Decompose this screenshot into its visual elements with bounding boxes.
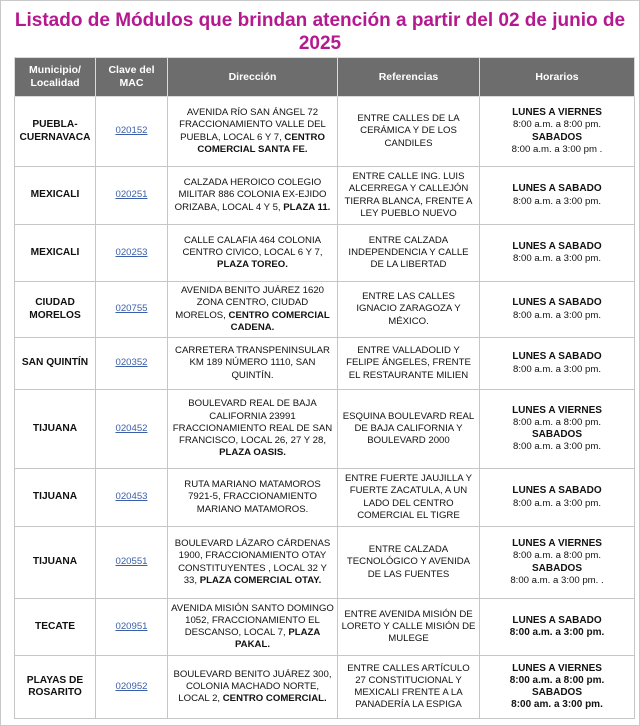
schedule-line: 8:00 a.m. a 8:00 pm. [513, 416, 601, 428]
direccion-text: CARRETERA TRANSPENINSULAR KM 189 NÚMERO 1110, SAN QUINTÍN. [175, 345, 330, 381]
horario-cell [480, 282, 635, 338]
schedule-line: LUNES A SABADO [512, 351, 602, 363]
header-municipio: Municipio/ Localidad [15, 58, 96, 97]
table-row [15, 656, 635, 719]
clave-cell [96, 97, 168, 167]
clave-cell [96, 469, 168, 527]
clave-link[interactable]: 020952 [115, 680, 148, 692]
direccion-cell [168, 282, 338, 338]
municipio-cell: TIJUANA [15, 469, 96, 527]
horario-cell [480, 527, 635, 599]
schedule-line: 8:00 a.m. a 3:00 pm. [513, 253, 601, 264]
horario-cell [480, 167, 635, 225]
direccion-text: BOULEVARD BENITO JUÁREZ 300, COLONIA MACHADO NORTE, LOCAL 2, [173, 668, 332, 705]
clave-cell [96, 390, 168, 469]
schedule-line: SABADOS [531, 687, 582, 698]
clave-link[interactable]: 020253 [115, 246, 148, 258]
table-row [15, 469, 635, 527]
direccion-place: PLAZA TOREO. [217, 259, 288, 271]
table-body [15, 97, 635, 719]
schedule-line: 8:00 am. a 3:00 pm. [511, 699, 603, 711]
schedule-line: 8:00 a.m. a 3:00 pm. [513, 363, 601, 375]
referencias-cell: ENTRE LAS CALLES IGNACIO ZARAGOZA Y MÉXICO. [338, 282, 480, 338]
direccion-place: PLAZA 11. [283, 201, 331, 213]
direccion-place: PLAZA OASIS. [219, 447, 286, 459]
header-direccion: Dirección [168, 58, 338, 97]
clave-cell [96, 338, 168, 390]
direccion-text: CALLE CALAFIA 464 COLONIA CENTRO CIVICO, LOCAL 6 Y 7, [182, 234, 323, 258]
schedule-line: LUNES A SABADO [512, 614, 602, 626]
schedule-line: SABADOS [531, 562, 582, 574]
referencias-cell: ENTRE FUERTE JAUJILLA Y FUERTE ZACATULA, A UN LADO DEL CENTRO COMERCIAL EL TIGRE [338, 469, 480, 527]
municipio-cell: MEXICALI [15, 225, 96, 282]
clave-cell [96, 599, 168, 656]
clave-cell [96, 225, 168, 282]
direccion-text: BOULEVARD REAL DE BAJA CALIFORNIA 23991 FRACCIONAMIENTO REAL DE SAN FRANCISCO, LOCAL 26, 27 Y 28, [172, 398, 333, 447]
horario-cell [480, 97, 635, 167]
schedule-line: 8:00 a.m. a 3:00 pm. [513, 497, 601, 509]
direccion-cell [168, 527, 338, 599]
schedule-line: SABADOS [531, 429, 582, 440]
municipio-cell: CIUDAD MORELOS [15, 282, 96, 338]
direccion-cell [168, 599, 338, 656]
clave-link[interactable]: 020251 [115, 189, 148, 201]
horario-cell [480, 390, 635, 469]
schedule-line: 8:00 a.m. a 3:00 pm. [513, 441, 601, 453]
schedule-line: LUNES A SABADO [512, 183, 602, 195]
referencias-cell: ENTRE CALZADA TECNOLÓGICO Y AVENIDA DE LAS FUENTES [338, 527, 480, 599]
header-horarios: Horarios [480, 58, 635, 97]
direccion-text: AVENIDA BENITO JUÁREZ 1620 ZONA CENTRO, CIUDAD MORELOS, [175, 285, 325, 321]
direccion-text: AVENIDA MISIÓN SANTO DOMINGO 1052, FRACCIONAMIENTO EL DESCANSO, LOCAL 7, [171, 602, 334, 638]
direccion-cell [168, 225, 338, 282]
referencias-cell: ENTRE AVENIDA MISIÓN DE LORETO Y CALLE MISIÓN DE MULEGE [338, 599, 480, 656]
referencias-cell: ENTRE CALLES ARTÍCULO 27 CONSTITUCIONAL Y MEXICALI FRENTE A LA PANADERÍA LA ESPIGA [338, 656, 480, 719]
table-row [15, 599, 635, 656]
direccion-text: AVENIDA RÍO SAN ÁNGEL 72 FRACCIONAMIENTO VALLE DEL PUEBLA, LOCAL 6 Y 7, [179, 107, 326, 143]
direccion-cell [168, 656, 338, 719]
schedule-line: 8:00 a.m. a 8:00 pm. [509, 674, 605, 686]
clave-link[interactable]: 020352 [115, 357, 148, 369]
table-row [15, 338, 635, 390]
schedule-line: LUNES A VIERNES [512, 404, 602, 416]
table-row [15, 527, 635, 599]
clave-cell [96, 167, 168, 225]
municipio-cell: SAN QUINTÍN [15, 338, 96, 390]
clave-link[interactable]: 020152 [115, 125, 148, 137]
horario-cell [480, 338, 635, 390]
table-row [15, 390, 635, 469]
horario-cell [480, 656, 635, 719]
clave-link[interactable]: 020551 [115, 556, 148, 568]
modules-table [14, 57, 635, 719]
schedule-line: 8:00 a.m. a 8:00 pm. [513, 119, 601, 131]
clave-link[interactable]: 020951 [115, 620, 148, 632]
schedule-line: 8:00 a.m. a 8:00 pm. [513, 550, 601, 562]
schedule-line: LUNES A VIERNES [512, 538, 602, 550]
direccion-text: RUTA MARIANO MATAMOROS 7921-5, FRACCIONAMIENTO MARIANO MATAMOROS. [184, 479, 321, 515]
header-referencias: Referencias [338, 58, 480, 97]
table-header-row [15, 58, 635, 97]
municipio-cell: TIJUANA [15, 527, 96, 599]
referencias-cell: ENTRE CALLE ING. LUIS ALCERREGA Y CALLEJÓN TIERRA BLANCA, FRENTE A LEY PUEBLO NUEVO [338, 167, 480, 225]
schedule-line: LUNES A VIERNES [512, 107, 602, 119]
clave-link[interactable]: 020453 [115, 491, 148, 503]
clave-cell [96, 282, 168, 338]
referencias-cell: ENTRE CALLES DE LA CERÁMICA Y DE LOS CANDILES [338, 97, 480, 167]
municipio-cell: PLAYAS DE ROSARITO [15, 656, 96, 719]
direccion-cell [168, 469, 338, 527]
table-row [15, 282, 635, 338]
table-row [15, 225, 635, 282]
referencias-cell: ESQUINA BOULEVARD REAL DE BAJA CALIFORNIA Y BOULEVARD 2000 [338, 390, 480, 469]
schedule-line: 8:00 a.m. a 3:00 pm. [509, 627, 605, 638]
clave-link[interactable]: 020452 [115, 422, 148, 434]
direccion-place: CENTRO COMERCIAL SANTA FE. [197, 131, 325, 155]
schedule-line: LUNES A SABADO [512, 297, 602, 309]
header-clave: Clave del MAC [96, 58, 168, 97]
schedule-line: 8:00 a.m. a 3:00 pm . [511, 143, 603, 155]
schedule-line: 8:00 a.m. a 3:00 pm. [513, 195, 601, 207]
horario-cell [480, 225, 635, 282]
direccion-place: CENTRO COMERCIAL CADENA. [228, 309, 330, 333]
direccion-text: CALZADA HEROICO COLEGIO MILITAR 886 COLONIA EX-EJIDO ORIZABA, LOCAL 4 Y 5, [174, 177, 327, 213]
schedule-line: 8:00 a.m. a 3:00 pm. [513, 309, 601, 321]
municipio-cell: MEXICALI [15, 167, 96, 225]
schedule-line: 8:00 a.m. a 3:00 pm. . [510, 574, 604, 586]
horario-cell [480, 469, 635, 527]
clave-link[interactable]: 020755 [115, 303, 148, 315]
schedule-line: LUNES A VIERNES [512, 662, 602, 674]
direccion-cell [168, 390, 338, 469]
referencias-cell: ENTRE CALZADA INDEPENDENCIA Y CALLE DE LA LIBERTAD [338, 225, 480, 282]
schedule-line: SABADOS [531, 131, 582, 143]
direccion-text: BOULEVARD LÁZARO CÁRDENAS 1900, FRACCIONAMIENTO OTAY CONSTITUYENTES , LOCAL 32 Y 33, [174, 538, 331, 586]
clave-cell [96, 656, 168, 719]
direccion-cell [168, 97, 338, 167]
direccion-place: PLAZA PAKAL. [235, 627, 321, 651]
municipio-cell: TIJUANA [15, 390, 96, 469]
page-title: Listado de Módulos que brindan atención a partir del 02 de junio de 2025 [14, 10, 626, 54]
table-row [15, 167, 635, 225]
referencias-cell: ENTRE VALLADOLID Y FELIPE ÁNGELES, FRENTE EL RESTAURANTE MILIEN [338, 338, 480, 390]
schedule-line: LUNES A SABADO [512, 485, 602, 497]
horario-cell [480, 599, 635, 656]
table-row [15, 97, 635, 167]
direccion-place: CENTRO COMERCIAL. [222, 693, 327, 705]
direccion-cell [168, 167, 338, 225]
direccion-place: PLAZA COMERCIAL OTAY. [199, 574, 322, 586]
clave-cell [96, 527, 168, 599]
schedule-line: LUNES A SABADO [512, 240, 602, 252]
direccion-cell [168, 338, 338, 390]
municipio-cell: TECATE [15, 599, 96, 656]
municipio-cell: PUEBLA-CUERNAVACA [15, 97, 96, 167]
